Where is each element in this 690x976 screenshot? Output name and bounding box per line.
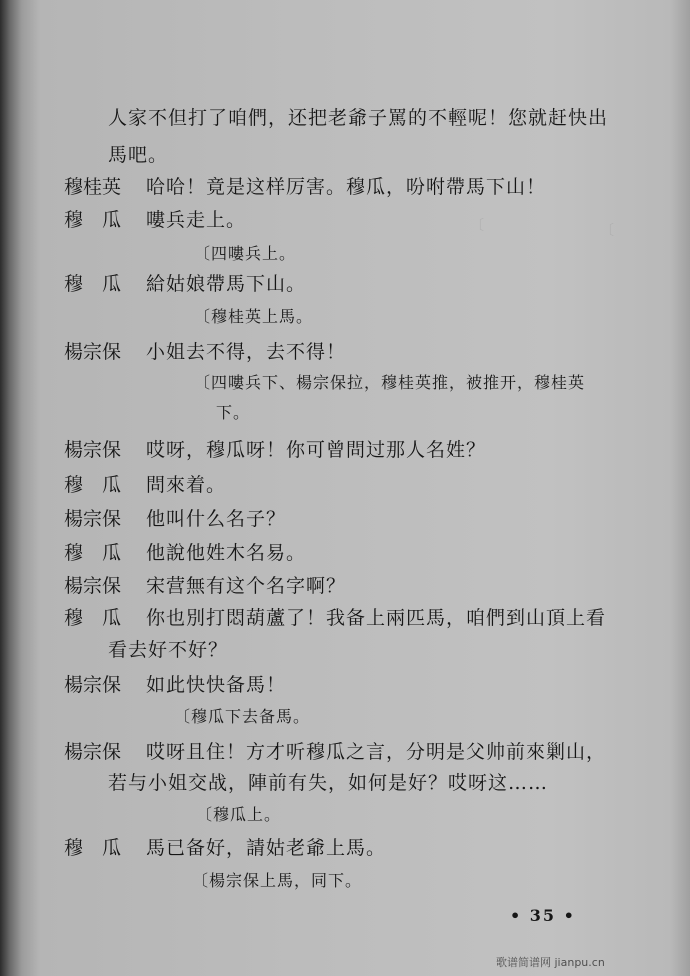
- dialogue-continuation: 看去好不好？: [108, 639, 229, 661]
- dialogue-text: 問來着。: [146, 474, 227, 496]
- page-number: • 35 •: [510, 906, 576, 925]
- dialogue-continuation: 馬吧。: [108, 144, 169, 166]
- speaker-name: 楊宗保: [64, 341, 122, 363]
- dialogue-continuation: 若与小姐交战，陣前有失，如何是好？哎呀这……: [108, 772, 549, 794]
- dialogue-text: 小姐去不得，去不得！: [146, 341, 347, 363]
- dialogue-text: 他說他姓木名易。: [146, 542, 307, 564]
- speaker-name: 楊宗保: [64, 674, 122, 696]
- stage-direction: 〔四嘍兵上。: [194, 244, 297, 263]
- dialogue-text: 給姑娘帶馬下山。: [146, 273, 307, 295]
- bleed-through-mark: 〔: [600, 223, 614, 239]
- stage-direction: 〔穆瓜下去备馬。: [174, 707, 311, 726]
- dialogue-text: 如此快快备馬！: [146, 674, 287, 696]
- speaker-name: 穆 瓜: [64, 837, 122, 859]
- stage-direction: 下。: [216, 403, 251, 422]
- speaker-name: 穆 瓜: [64, 542, 122, 564]
- speaker-name: 楊宗保: [64, 741, 122, 763]
- dialogue-text: 宋营無有这个名字啊？: [146, 575, 347, 597]
- speaker-name: 楊宗保: [64, 575, 122, 597]
- dialogue-text: 哎呀且住！方才听穆瓜之言，分明是父帅前來剿山，: [146, 741, 607, 763]
- dialogue-text: 他叫什么名子？: [146, 508, 287, 530]
- stage-direction: 〔楊宗保上馬，同下。: [192, 871, 363, 890]
- dialogue-text: 哎呀，穆瓜呀！你可曾問过那人名姓？: [146, 439, 487, 461]
- stage-direction: 〔穆瓜上。: [196, 805, 282, 824]
- speaker-name: 穆 瓜: [64, 607, 122, 629]
- speaker-name: 楊宗保: [64, 439, 122, 461]
- speaker-name: 穆桂英: [64, 176, 122, 198]
- dialogue-text: 你也別打悶葫蘆了！我备上兩匹馬，咱們到山頂上看: [146, 607, 607, 629]
- dialogue-text: 哈哈！竟是这样厉害。穆瓜，吩咐帶馬下山！: [146, 176, 547, 198]
- dialogue-text: 馬已备好，請姑老爺上馬。: [146, 837, 387, 859]
- bleed-through-mark: 〔: [470, 218, 484, 234]
- stage-direction: 〔四嘍兵下、楊宗保拉，穆桂英推，被推开，穆桂英: [194, 373, 586, 392]
- speaker-name: 穆 瓜: [64, 209, 122, 231]
- dialogue-continuation: 人家不但打了咱們，还把老爺子罵的不輕呢！您就赶快出: [108, 107, 609, 129]
- speaker-name: 穆 瓜: [64, 474, 122, 496]
- dialogue-text: 嘍兵走上。: [146, 209, 247, 231]
- speaker-name: 穆 瓜: [64, 273, 122, 295]
- stage-direction: 〔穆桂英上馬。: [194, 307, 314, 326]
- speaker-name: 楊宗保: [64, 508, 122, 530]
- site-watermark: 歌谱简谱网 jianpu.cn: [496, 956, 605, 969]
